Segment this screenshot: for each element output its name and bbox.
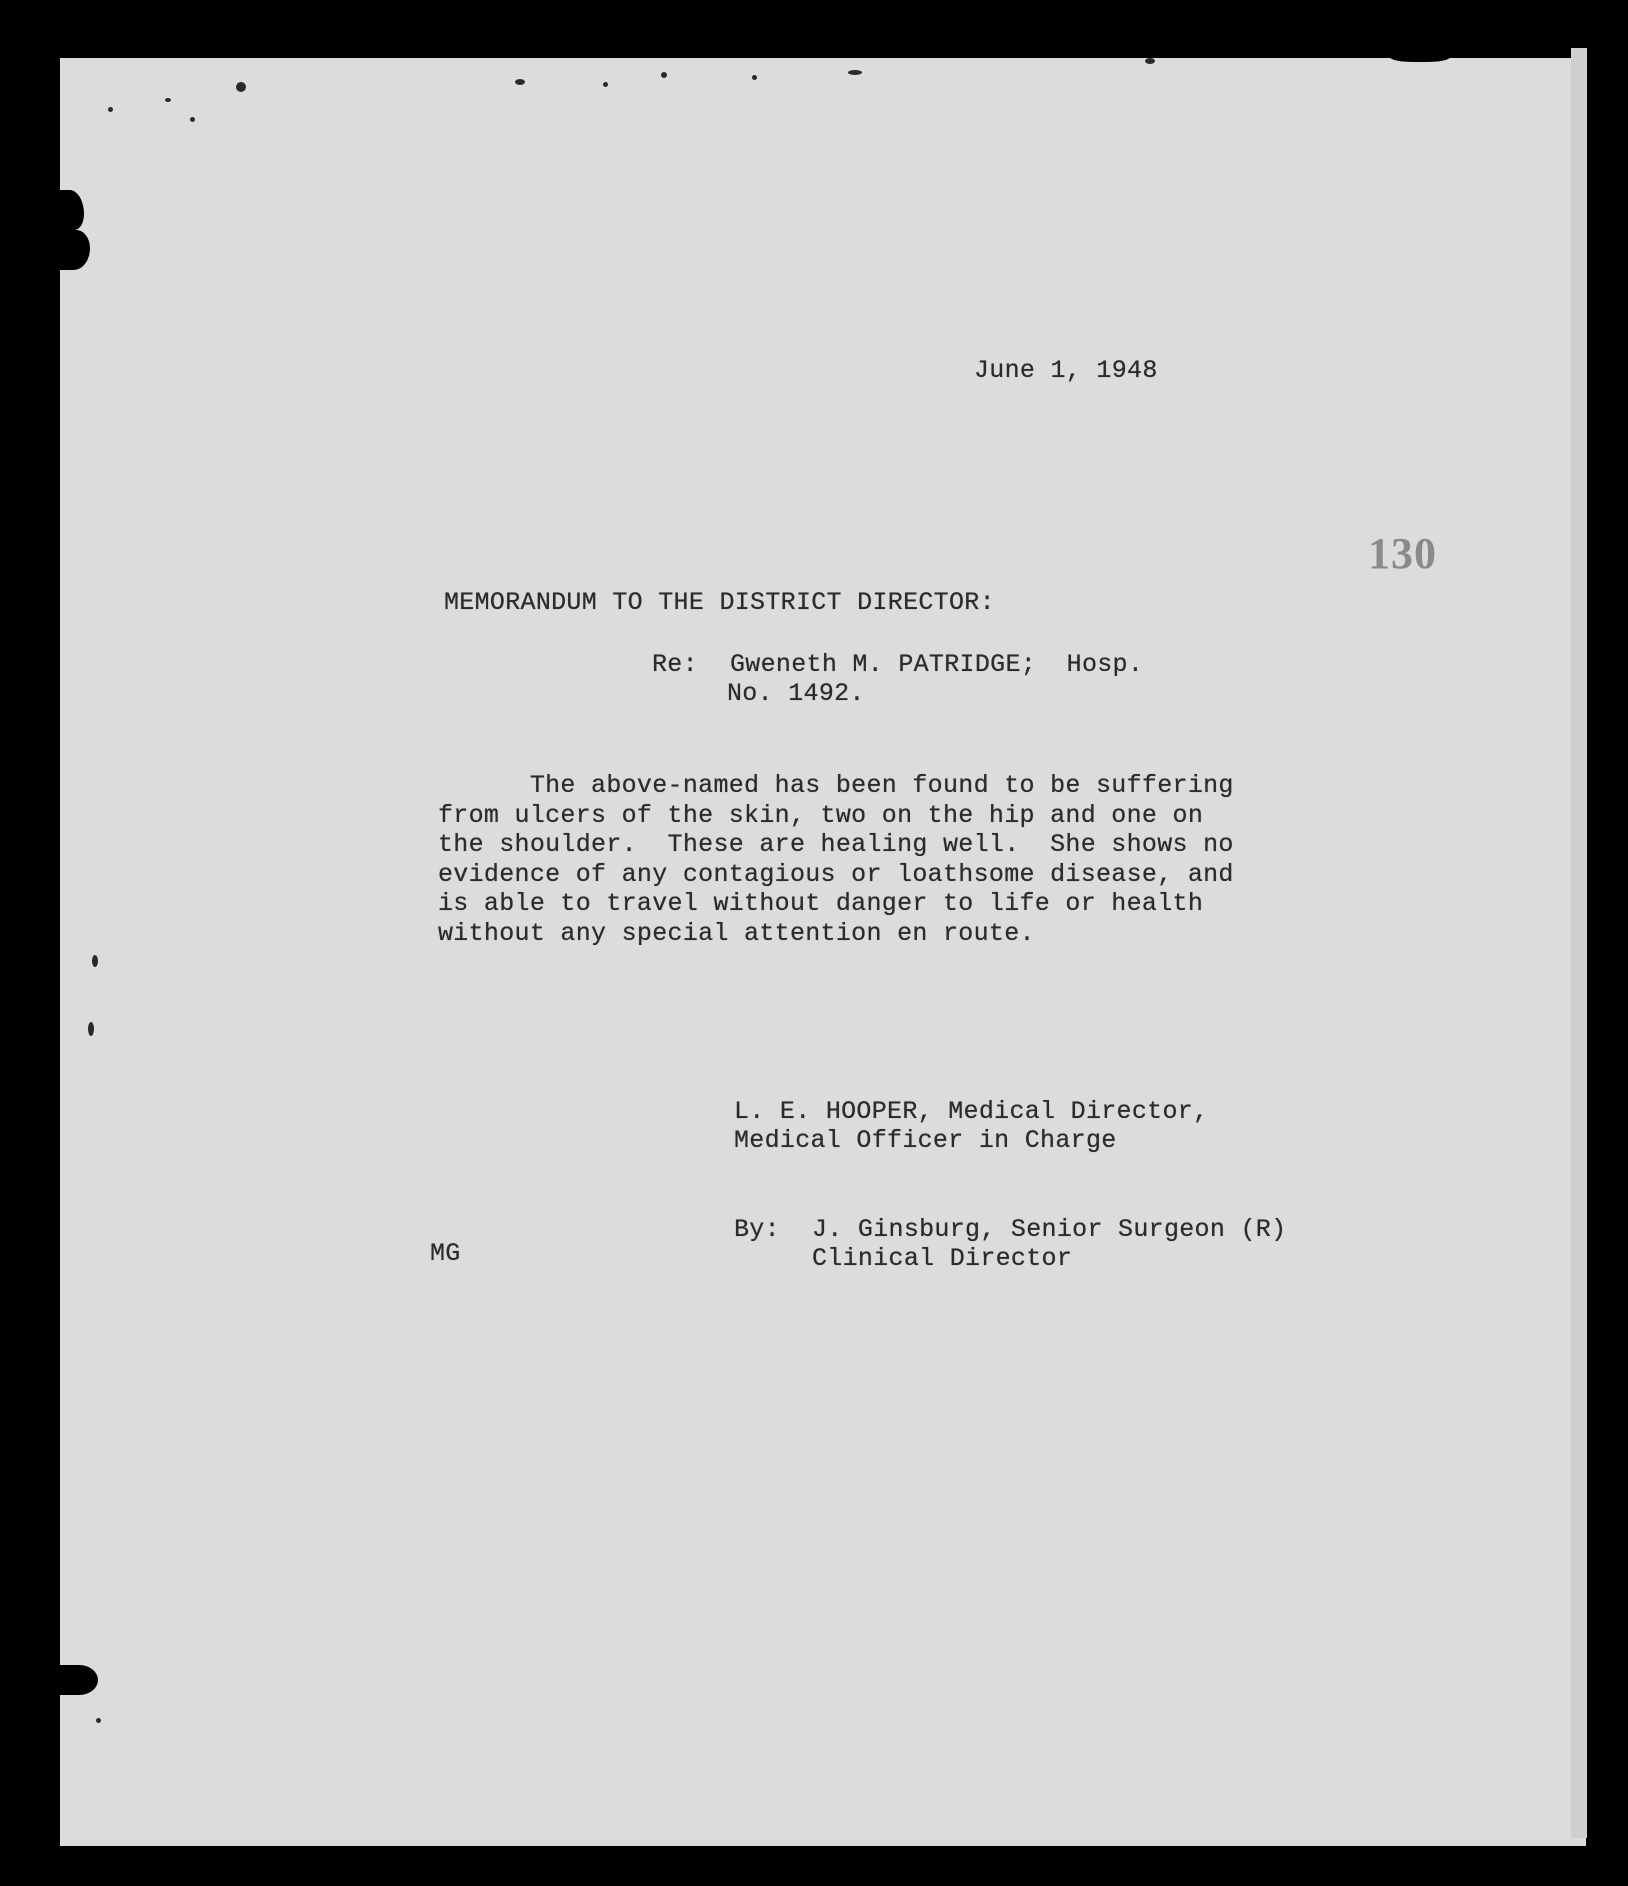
ink-speck <box>661 72 667 78</box>
ink-speck <box>190 117 195 122</box>
ink-speck <box>96 1718 101 1723</box>
memo-heading: MEMORANDUM TO THE DISTRICT DIRECTOR: <box>444 588 995 617</box>
re-hospital-number: No. 1492. <box>727 679 865 708</box>
re-label: Re: <box>652 650 698 679</box>
ink-speck <box>165 98 171 102</box>
ink-speck <box>108 107 113 112</box>
paper-damage <box>1390 50 1450 62</box>
page-number-stamp: 130 <box>1368 529 1437 578</box>
by-label: By: <box>734 1215 780 1244</box>
ink-speck <box>603 82 608 87</box>
ink-speck <box>88 1022 94 1036</box>
memo-date: June 1, 1948 <box>974 356 1158 385</box>
ink-speck <box>92 955 98 967</box>
signature-clinical-director: J. Ginsburg, Senior Surgeon (R) Clinical Director <box>812 1215 1287 1273</box>
paper-damage <box>60 1665 98 1695</box>
ink-speck <box>515 79 525 85</box>
re-subject-line: Gweneth M. PATRIDGE; Hosp. <box>730 650 1144 679</box>
signature-medical-director: L. E. HOOPER, Medical Director, Medical Officer in Charge <box>734 1097 1209 1155</box>
typist-initials: MG <box>430 1239 461 1268</box>
ink-speck <box>1145 58 1155 64</box>
ink-speck <box>848 70 862 75</box>
ink-speck <box>752 75 757 80</box>
memo-body: The above-named has been found to be suffering from ulcers of the skin, two on the hip and one on the shoulder. These are healing well. She shows no evidence of any contagious or loathsome disease, and is able to travel without danger to life or health without any special attention en route. <box>438 771 1234 948</box>
ink-speck <box>236 82 246 92</box>
paper-edge <box>1571 48 1587 1838</box>
paper-sheet <box>60 58 1586 1846</box>
